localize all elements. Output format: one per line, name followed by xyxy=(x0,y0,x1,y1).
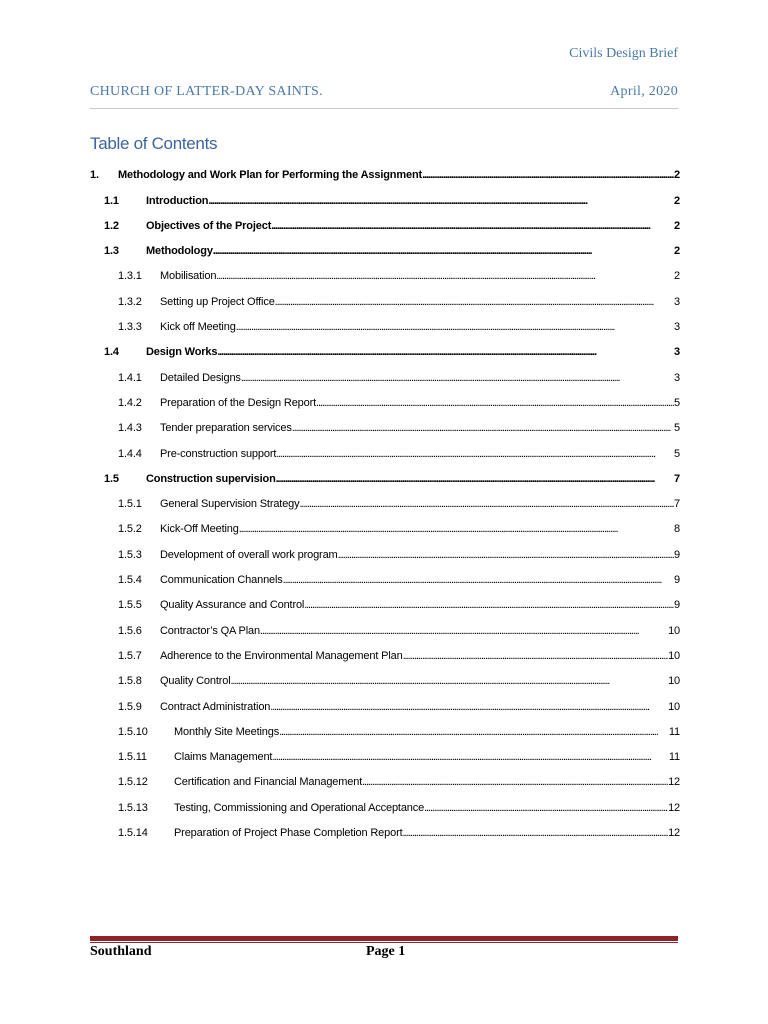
toc-entry-page: 9 xyxy=(674,548,680,561)
toc-entry-title: Testing, Commissioning and Operational Acceptance xyxy=(174,801,425,814)
toc-entry-page: 10 xyxy=(668,700,680,713)
header-divider xyxy=(90,108,678,109)
toc-entry-number: 1.5.5 xyxy=(118,599,142,612)
toc-entry-number: 1.5.11 xyxy=(118,751,147,764)
toc-entry-page: 11 xyxy=(668,725,680,738)
toc-entry[interactable] xyxy=(90,384,680,409)
toc-entry-number: 1.4.3 xyxy=(118,422,142,435)
toc-title: Table of Contents xyxy=(90,134,218,153)
toc-entry-title: Claims Management xyxy=(174,751,273,764)
toc-leader-dots xyxy=(239,523,674,535)
toc-entry-page: 10 xyxy=(668,624,680,637)
toc-entry[interactable] xyxy=(90,156,680,181)
toc-entry[interactable] xyxy=(90,282,680,307)
toc-entry[interactable] xyxy=(90,460,680,485)
toc-entry-title: Adherence to the Environmental Management Plan xyxy=(160,649,403,662)
toc-leader-dots xyxy=(403,650,668,662)
toc-leader-dots xyxy=(270,701,668,713)
toc-entry[interactable] xyxy=(90,713,680,738)
toc-entry[interactable] xyxy=(90,561,680,586)
toc-entry[interactable] xyxy=(90,409,680,434)
toc-entry-title: Certification and Financial Management xyxy=(174,776,363,789)
toc-entry[interactable] xyxy=(90,814,680,839)
toc-leader-dots xyxy=(283,574,674,586)
toc-leader-dots xyxy=(241,372,674,384)
toc-entry[interactable] xyxy=(90,586,680,611)
toc-entry[interactable] xyxy=(90,434,680,459)
toc-entry-number: 1.3 xyxy=(104,245,119,258)
toc-leader-dots xyxy=(338,549,674,561)
toc-entry-title: Communication Channels xyxy=(160,574,283,587)
toc-entry-number: 1.5.7 xyxy=(118,649,142,662)
toc-entry-title: Development of overall work program xyxy=(160,548,338,561)
toc-entry[interactable] xyxy=(90,257,680,282)
toc-entry[interactable] xyxy=(90,687,680,712)
toc-entry-page: 2 xyxy=(674,245,680,258)
toc-entry[interactable] xyxy=(90,510,680,535)
toc-leader-dots xyxy=(422,169,674,181)
toc-entry-number: 1.5.1 xyxy=(118,498,142,511)
toc-entry-number: 1.5.12 xyxy=(118,776,148,789)
toc-entry-title: Objectives of the Project xyxy=(146,219,272,232)
toc-entry-number: 1.3.1 xyxy=(118,270,142,283)
toc-entry-number: 1.3.3 xyxy=(118,321,142,334)
toc-leader-dots xyxy=(424,802,668,814)
toc-leader-dots xyxy=(403,827,669,839)
toc-entry[interactable] xyxy=(90,333,680,358)
toc-entry-title: Quality Control xyxy=(160,675,231,688)
toc-leader-dots xyxy=(316,397,674,409)
header-date: April, 2020 xyxy=(610,84,678,99)
toc-leader-dots xyxy=(231,675,669,687)
toc-entry-title: Pre-construction support xyxy=(160,447,277,460)
toc-entry-page: 2 xyxy=(674,169,680,182)
toc-entry-title: Monthly Site Meetings xyxy=(174,725,280,738)
footer-company: Southland xyxy=(90,944,152,959)
toc-entry[interactable] xyxy=(90,181,680,206)
toc-entry[interactable] xyxy=(90,611,680,636)
toc-entry-title: Methodology and Work Plan for Performing the Assignment xyxy=(118,169,423,182)
toc-leader-dots xyxy=(260,625,668,637)
toc-leader-dots xyxy=(271,220,674,232)
toc-entry-page: 10 xyxy=(668,675,680,688)
toc-entry-title: Design Works xyxy=(146,346,218,359)
toc-entry-page: 7 xyxy=(674,472,680,485)
toc-entry[interactable] xyxy=(90,662,680,687)
toc-entry-title: Preparation of the Design Report xyxy=(160,396,317,409)
toc-entry[interactable] xyxy=(90,207,680,232)
toc-entry-title: Construction supervision xyxy=(146,472,276,485)
toc-entry-number: 1.4 xyxy=(104,346,119,359)
toc-entry-title: Introduction xyxy=(146,194,209,207)
toc-leader-dots xyxy=(362,776,668,788)
toc-leader-dots xyxy=(292,422,674,434)
toc-entry-page: 11 xyxy=(668,751,680,764)
toc-entry[interactable] xyxy=(90,308,680,333)
toc-leader-dots xyxy=(276,473,674,485)
toc-entry-number: 1.5.10 xyxy=(118,725,148,738)
toc-leader-dots xyxy=(304,599,674,611)
toc-entry-number: 1.3.2 xyxy=(118,295,142,308)
footer-page-number: Page 1 xyxy=(366,944,406,959)
toc-entry-number: 1.2 xyxy=(104,219,119,232)
toc-entry-page: 5 xyxy=(674,422,680,435)
footer-rule-thick xyxy=(90,936,678,941)
toc-entry-title: Tender preparation services xyxy=(160,422,292,435)
toc-entry[interactable] xyxy=(90,788,680,813)
toc-entry-title: Methodology xyxy=(146,245,213,258)
toc-entry[interactable] xyxy=(90,232,680,257)
toc-entry-page: 2 xyxy=(674,219,680,232)
toc-entry-title: Contractor’s QA Plan xyxy=(160,624,260,637)
toc-entry-number: 1.5.13 xyxy=(118,801,148,814)
table-of-contents xyxy=(90,156,680,839)
toc-entry-page: 5 xyxy=(674,396,680,409)
toc-entry-number: 1.4.1 xyxy=(118,371,142,384)
toc-entry-title: Mobilisation xyxy=(160,270,217,283)
toc-leader-dots xyxy=(275,296,674,308)
toc-leader-dots xyxy=(300,498,675,510)
toc-entry-number: 1.5 xyxy=(104,472,119,485)
toc-entry-number: 1.1 xyxy=(104,194,119,207)
toc-leader-dots xyxy=(217,346,674,358)
toc-leader-dots xyxy=(276,448,674,460)
toc-entry-page: 3 xyxy=(674,346,680,359)
toc-leader-dots xyxy=(279,726,669,738)
toc-entry-number: 1.5.6 xyxy=(118,624,142,637)
toc-entry-page: 12 xyxy=(668,776,680,789)
toc-entry-page: 9 xyxy=(674,599,680,612)
header-client: CHURCH OF LATTER-DAY SAINTS. xyxy=(90,84,323,99)
toc-entry-page: 2 xyxy=(674,270,680,283)
toc-entry[interactable] xyxy=(90,358,680,383)
toc-entry-number: 1.4.2 xyxy=(118,396,142,409)
toc-entry-title: Kick off Meeting xyxy=(160,321,236,334)
toc-entry-page: 5 xyxy=(674,447,680,460)
toc-entry-page: 3 xyxy=(674,295,680,308)
toc-leader-dots xyxy=(208,195,674,207)
toc-entry-number: 1.5.4 xyxy=(118,574,142,587)
toc-entry-page: 12 xyxy=(668,827,680,840)
header-doc-type: Civils Design Brief xyxy=(569,46,678,61)
toc-entry-number: 1.5.14 xyxy=(118,827,148,840)
toc-entry-page: 2 xyxy=(674,194,680,207)
toc-leader-dots xyxy=(236,321,674,333)
toc-entry[interactable] xyxy=(90,485,680,510)
toc-entry-number: 1.5.3 xyxy=(118,548,142,561)
toc-entry[interactable] xyxy=(90,763,680,788)
footer-rule-thin xyxy=(90,942,678,943)
toc-entry[interactable] xyxy=(90,535,680,560)
toc-entry-title: Contract Administration xyxy=(160,700,271,713)
toc-entry-title: Setting up Project Office xyxy=(160,295,275,308)
toc-entry-number: 1.5.8 xyxy=(118,675,142,688)
toc-entry-page: 3 xyxy=(674,321,680,334)
toc-leader-dots xyxy=(213,245,674,257)
toc-entry-page: 8 xyxy=(674,523,680,536)
toc-entry[interactable] xyxy=(90,738,680,763)
toc-entry-number: 1.5.9 xyxy=(118,700,142,713)
toc-leader-dots xyxy=(216,270,674,282)
toc-entry-page: 3 xyxy=(674,371,680,384)
toc-entry-title: Detailed Designs xyxy=(160,371,241,384)
toc-entry-number: 1. xyxy=(90,169,99,182)
toc-entry-number: 1.4.4 xyxy=(118,447,142,460)
toc-entry-page: 10 xyxy=(668,649,680,662)
toc-entry-title: Kick-Off Meeting xyxy=(160,523,239,536)
toc-entry-page: 12 xyxy=(668,801,680,814)
toc-entry-title: General Supervision Strategy xyxy=(160,498,300,511)
toc-leader-dots xyxy=(272,751,669,763)
toc-entry-page: 7 xyxy=(674,498,680,511)
toc-entry[interactable] xyxy=(90,637,680,662)
toc-entry-title: Preparation of Project Phase Completion Report xyxy=(174,827,403,840)
toc-entry-title: Quality Assurance and Control xyxy=(160,599,305,612)
toc-entry-page: 9 xyxy=(674,574,680,587)
toc-entry-number: 1.5.2 xyxy=(118,523,142,536)
